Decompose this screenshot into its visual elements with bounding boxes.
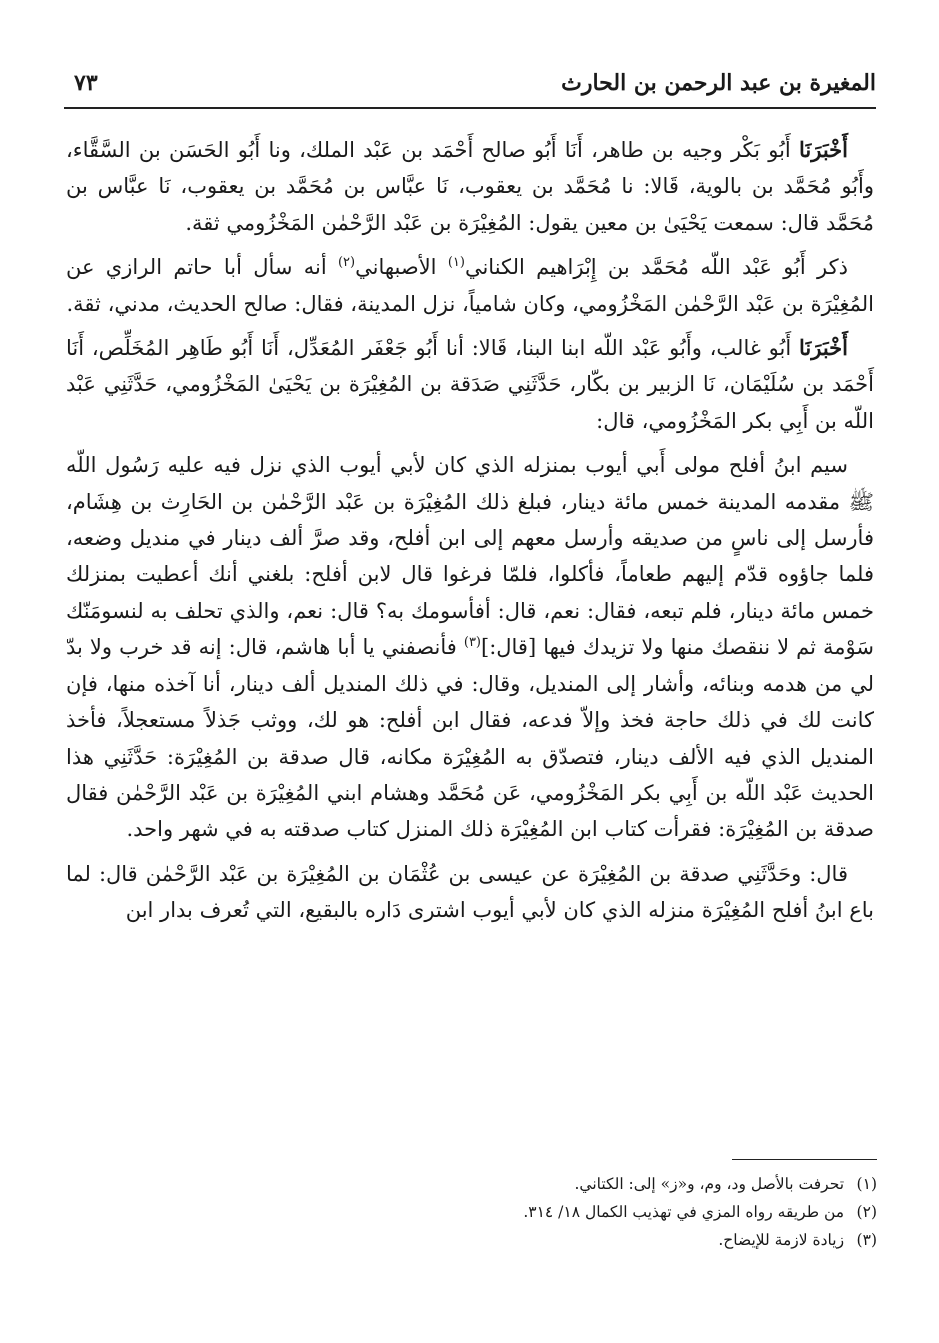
paragraph-text: أنه سأل أبا حاتم الرازي عن المُغِيْرَة بن عَبْد الرَّحْمٰن المَخْزُومي، وكان شامياً، نزل المدينة، فقال: صالح الحديث، مدني، ثقة.: [66, 255, 874, 316]
paragraph-5: [66, 856, 874, 929]
paragraph-lead: أَخْبَرَنَا: [799, 137, 848, 162]
paragraph-4: [66, 447, 874, 847]
footnote-2: [300, 1198, 877, 1226]
header-rule: [64, 107, 876, 109]
paragraph-text: ذكر أَبُو عَبْد اللّه مُحَمَّد بن إِبْرَاهيم الكناني: [464, 255, 848, 280]
footnote-text: تحرفت بالأصل ود، وم، و«ز» إلى: الكتاني.: [574, 1175, 845, 1193]
paragraph-text: قال: وحَدَّثَنِي صدقة بن المُغِيْرَة عن عيسى بن عُثْمَان بن المُغِيْرَة بن عَبْد الرَّحْمٰن قال: لما باع ابنُ أفلح المُغِيْرَة منزله الذي كان لأبي أيوب اشترى دَاره بالبقيع، التي تُعرف بدار ابن: [66, 861, 874, 923]
paragraph-1: [66, 132, 874, 241]
footnote-ref: (٢): [337, 255, 356, 271]
footnote-3: [300, 1226, 877, 1254]
paragraph-3: [66, 330, 874, 439]
paragraph-2: [66, 249, 874, 322]
footnote-number: (١): [856, 1175, 877, 1193]
footnote-number: (٢): [856, 1203, 877, 1221]
footnote-text: من طريقه رواه المزي في تهذيب الكمال ١٨/ ٣١٤.: [523, 1203, 845, 1221]
footnotes: [300, 1170, 877, 1254]
paragraph-text: فأنصفني يا أبا هاشم، قال: إنه قد خرب ولا بدّ لي من هدمه وبنائه، وأشار إلى المنديل، وقال: في ذلك المنديل ألف دينار، أنا آخذه منها، فإن كانت لك في ذلك حاجة فخذ وإلاّ فدعه، فقال ابن أفلح: هو لك، ووثب جَذلاً مستعجلاً، فأخذ المنديل الذي فيه الألف دينار، فتصدّق به المُغِيْرَة مكانه، قال صدقة بن المُغِيْرَة: حَدَّثَنِي هذا الحديث عَبْد اللّه بن أَبِي بكر المَخْزُومي، عَن مُحَمَّد وهشام ابني المُغِيْرَة بن عَبْد الرَّحْمٰن فقال صدقة بن المُغِيْرَة: فقرأت كتاب ابن المُغِيْرَة ذلك المنزل كتاب صدقته به في شهر واحد.: [66, 635, 874, 842]
main-text: [66, 132, 874, 937]
running-title: المغيرة بن عبد الرحمن بن الحارث: [561, 70, 876, 96]
paragraph-lead: أَخْبَرَنَا: [799, 335, 848, 361]
paragraph-text: أَبُو بَكْر وجيه بن طاهر، أَنَا أَبُو صالح أَحْمَد بن عَبْد الملك، ونا أَبُو الحَسَن بن السَّقَّاء، وأَبُو مُحَمَّد بن بالوية، قَالا: نا مُحَمَّد بن يعقوب، نَا عبَّاس بن مُحَمَّد بن يعقوب، نَا عبَّاس بن مُحَمَّد قال: سمعت يَحْيَىٰ بن معين يقول: المُغِيْرَة بن عَبْد الرَّحْمٰن المَخْزُومي ثقة.: [66, 138, 874, 235]
running-header: [64, 64, 876, 104]
paragraph-text: أَبُو غالب، وأَبُو عَبْد اللّه ابنا البنا، قَالا: أنا أَبُو جَعْفَر المُعَدِّل، أَنَا أَبُو طَاهِر المُخَلِّص، أَنَا أَحْمَد بن سُلَيْمَان، نَا الزبير بن بكّار، حَدَّثَنِي صَدَقة بن المُغِيْرَة بن يَحْيَىٰ المَخْزُومي، حَدَّثَنِي عَبْد اللّه بن أَبِي بكر المَخْزُومي، قال:: [66, 336, 874, 433]
footnote-ref: (١): [447, 255, 465, 271]
footnote-text: زيادة لازمة للإيضاح.: [718, 1231, 845, 1249]
footnote-rule: [732, 1159, 877, 1160]
page-number: ٧٣: [74, 70, 98, 96]
paragraph-text: سيم ابنُ أفلح مولى أَبي أيوب بمنزله الذي كان لأبي أيوب الذي نزل فيه عليه رَسُول اللّه ﷺ مقدمه المدينة خمس مائة دينار، فبلغ ذلك المُغِيْرَة بن عَبْد الرَّحْمٰن بن الحَارِث بن هِشَام، فأرسل إلى ناسٍ من صديقه وأرسل معهم إلى ابن أفلح، وقد صرَّ ألف دينار في منديل وضعه، فلما جاؤوه قدّم إليهم طعاماً، فأكلوا، فلمّا فرغوا قال لابن أفلح: بلغني أنك أعطيت بمنزلك خمس مائة دينار، فلم تبعه، فقال: نعم، قال: أفأسومك به؟ قال: نعم، والذي تحلف به لنسومَنّك سَوْمة ثم لا ننقصك منها ولا تزيدك فيها [قال:]: [66, 453, 874, 660]
footnote-1: [300, 1170, 877, 1198]
footnote-number: (٣): [856, 1231, 877, 1249]
paragraph-text: الأصبهاني: [355, 255, 448, 280]
footnote-ref: (٣): [463, 635, 481, 651]
